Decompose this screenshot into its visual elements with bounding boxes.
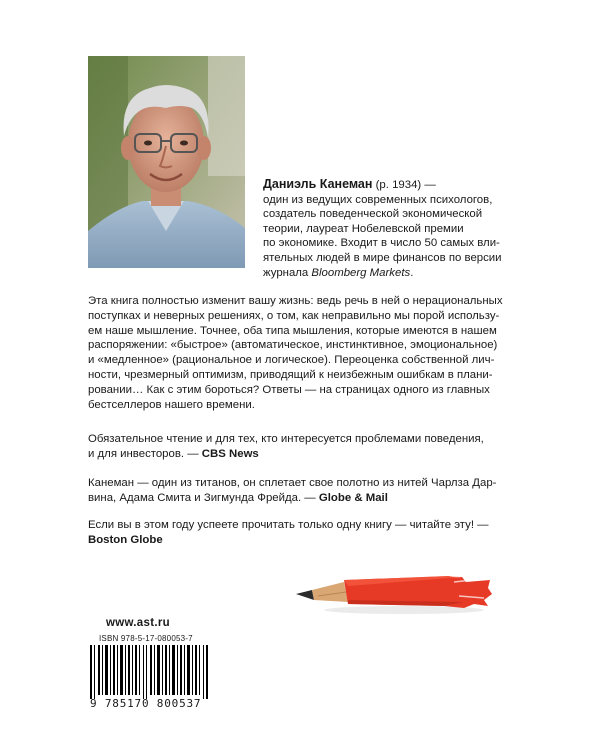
author-name: Даниэль Канеман	[263, 177, 373, 191]
isbn: ISBN 978-5-17-080053-7	[99, 634, 193, 643]
barcode-number: 9 785170 800537	[90, 697, 202, 710]
pencil-illustration	[294, 574, 494, 616]
author-photo	[88, 56, 245, 268]
bio-last-suffix: .	[410, 266, 414, 279]
bio-line: по экономике. Входит в число 50 самых вли-	[263, 237, 500, 250]
author-bio-first-line	[263, 177, 543, 193]
description-line: распоряжении: «быстрое» (автоматическое, инстинктивное, эмоциональное)	[88, 339, 498, 352]
quote-line: Обязательное чтение и для тех, кто интересуется проблемами поведения,	[88, 433, 484, 445]
author-born: (р. 1934) —	[375, 179, 436, 191]
bloomberg-markets: Bloomberg Markets	[311, 266, 411, 279]
quote-cbs	[88, 432, 528, 462]
quote-text: и для инвесторов. —	[88, 447, 202, 460]
description-line: ровании… Как с этим бороться? Ответы — на страницах одного из главных	[88, 383, 490, 396]
description-line: ем наше мышление. Точнее, оба типа мышления, которые имеются в нашем	[88, 324, 497, 337]
quote-source: Boston Globe	[88, 533, 163, 546]
description-line: бестселлеров нашего времени.	[88, 398, 255, 411]
bio-line: один из ведущих современных психологов,	[263, 193, 493, 206]
quote-line: Если вы в этом году успеете прочитать только одну книгу — читайте эту! —	[88, 519, 489, 531]
description-line: и «медленное» (рациональное и логическое). Переоценка собственной лич-	[88, 354, 495, 367]
description-line: ности, чрезмерный оптимизм, приводящий к неизбежным ошибкам в плани-	[88, 368, 493, 381]
bio-last-prefix: журнала	[263, 266, 312, 279]
bio-line: ятельных людей в мире финансов по версии	[263, 251, 502, 264]
quote-source: CBS News	[201, 447, 259, 460]
publisher-url: www.ast.ru	[106, 617, 170, 629]
description-line: поступках и неверных решениях, о том, как неправильно мы порой использу-	[88, 309, 500, 322]
quote-boston	[88, 518, 528, 548]
bio-line-last	[263, 266, 543, 281]
quote-line-last	[88, 447, 528, 462]
quote-globe	[88, 476, 528, 506]
description-line: Эта книга полностью изменит вашу жизнь: ведь речь в ней о нерациональных	[88, 295, 503, 307]
quote-source: Globe & Mail	[318, 491, 388, 504]
quote-text: вина, Адама Смита и Зигмунда Фрейда. —	[88, 491, 319, 504]
book-description	[88, 294, 528, 412]
author-bio	[263, 177, 543, 280]
quote-line-last	[88, 491, 528, 506]
bio-line: теории, лауреат Нобелевской премии	[263, 222, 464, 235]
bio-line: создатель поведенческой экономической	[263, 208, 483, 221]
quote-line: Канеман — один из титанов, он сплетает свое полотно из нитей Чарлза Дар-	[88, 477, 497, 489]
